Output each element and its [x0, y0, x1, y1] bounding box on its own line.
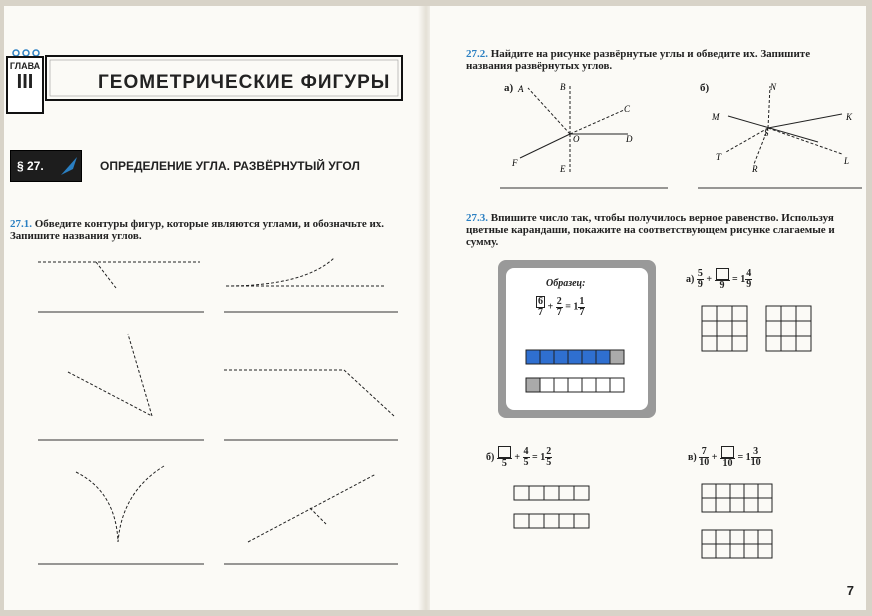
sample-cell — [582, 378, 596, 392]
c-d2: 10 — [722, 458, 733, 469]
point-label: A — [518, 84, 524, 94]
chapter-label: ГЛАВА — [9, 61, 41, 71]
task-27-1 — [10, 218, 400, 242]
answer-line-a — [500, 186, 670, 190]
grids-a[interactable] — [700, 304, 850, 354]
sample-cell — [568, 378, 582, 392]
a-n1: 5 — [697, 268, 703, 279]
sample-cell — [554, 378, 568, 392]
sample-cell — [596, 378, 610, 392]
answer-box[interactable] — [721, 446, 734, 458]
sample-add-num: 2 — [556, 295, 562, 307]
sample-cell — [540, 378, 554, 392]
point-label: K — [846, 112, 853, 122]
label-b: б) — [486, 451, 495, 463]
b-d2: 5 — [523, 457, 529, 468]
sample-cell — [568, 350, 582, 364]
bars-b[interactable] — [512, 484, 602, 534]
task-text: Найдите на рисунке развёрнутые углы и обведите их. Запишите названия развёрнутых углов. — [466, 48, 811, 72]
b-rd: 5 — [546, 457, 552, 468]
diagram-b-label: б) — [700, 82, 710, 94]
sample-den: 7 — [538, 307, 543, 318]
sample-bar-filled — [526, 350, 624, 364]
section-number: § 27. — [17, 159, 44, 173]
c-rn: 3 — [751, 447, 761, 458]
b-whole: 1 — [540, 451, 546, 463]
dashed-figure-curve — [226, 258, 334, 286]
point-label: L — [844, 156, 850, 166]
task-number: 27.2. — [466, 48, 488, 60]
chapter-badge — [6, 56, 44, 114]
page-title: ГЕОМЕТРИЧЕСКИЕ ФИГУРЫ — [98, 72, 391, 93]
task-27-2 — [466, 48, 856, 72]
c-n1: 7 — [699, 447, 709, 458]
sample-res-den: 7 — [579, 306, 585, 318]
a-d2: 9 — [719, 280, 725, 291]
sample-cell — [526, 350, 540, 364]
figures-area — [4, 242, 422, 582]
point-label: M — [712, 112, 720, 122]
sample-whole: 1 — [573, 301, 579, 313]
sample-cell — [582, 350, 596, 364]
chapter-number: III — [16, 71, 34, 93]
dashed-figure-line — [248, 474, 376, 542]
dashed-figure-line — [68, 372, 152, 416]
equation-c: в) $\frac{7}{10}$ + 10 = 1 $\frac{3}{10}$ — [688, 446, 761, 469]
a-d1: 9 — [697, 279, 703, 290]
point-label: C — [624, 104, 631, 114]
c-d1: 10 — [699, 457, 710, 468]
sample-res-num: 1 — [579, 295, 585, 307]
task-27-3 — [466, 212, 856, 248]
point-label: E — [560, 164, 566, 174]
a-whole: 1 — [740, 273, 746, 285]
task-text: Обведите контуры фигур, которые являются углами, и обозначьте их. Запишите названия углов. — [10, 218, 385, 242]
point-label: S — [764, 128, 769, 138]
b-n2: 4 — [523, 446, 529, 457]
label-a: а) — [686, 273, 695, 285]
dashed-figure-curve — [76, 472, 118, 542]
dashed-figure-line — [310, 508, 326, 524]
point-label: O — [573, 134, 580, 144]
b-d1: 5 — [501, 458, 507, 469]
sample-cell — [540, 350, 554, 364]
sample-add-den: 7 — [556, 306, 562, 318]
sample-equation — [536, 296, 585, 318]
dashed-figure-line — [96, 262, 116, 288]
a-rn: 4 — [746, 268, 752, 279]
c-rd: 10 — [750, 457, 761, 468]
sample-panel — [498, 260, 656, 418]
sample-cell — [610, 350, 624, 364]
equation-b: б) 5 + $\frac{4}{5}$ = 1 $\frac{2}{5}$ — [486, 446, 552, 469]
sample-bars — [524, 348, 636, 398]
c-whole: 1 — [745, 451, 751, 463]
right-page — [430, 6, 866, 610]
plus-sign: + — [547, 301, 554, 313]
grids-c[interactable] — [700, 482, 780, 562]
pencil-icon — [59, 155, 79, 177]
sample-cell — [596, 350, 610, 364]
answer-box[interactable] — [716, 268, 729, 280]
dashed-figure-curve — [118, 466, 164, 542]
diagram-a — [506, 80, 676, 180]
dashed-figure-line — [344, 370, 394, 416]
answer-line-b — [698, 186, 864, 190]
a-rd: 9 — [746, 279, 752, 290]
dashed-figure-line — [128, 334, 152, 416]
section-badge — [10, 150, 82, 182]
diagram-a-label: а) — [504, 82, 514, 94]
page-number: 7 — [846, 583, 854, 598]
sample-cell — [526, 378, 540, 392]
section-title: ОПРЕДЕЛЕНИЕ УГЛА. РАЗВЁРНУТЫЙ УГОЛ — [100, 159, 360, 173]
equation-a: а) $\frac{5}{9}$ + 9 = 1 $\frac{4}{9}$ — [686, 268, 752, 291]
point-label: T — [716, 152, 722, 162]
point-label: N — [770, 82, 777, 92]
task-text: Впишите число так, чтобы получилось верное равенство. Используя цветные карандаши, покажите на соответствующем рисунке слагаемые и сумму. — [466, 212, 835, 248]
task-number: 27.1. — [10, 218, 32, 230]
equals-sign: = — [565, 301, 571, 313]
task-number: 27.3. — [466, 212, 488, 224]
left-page — [4, 6, 422, 610]
answer-box[interactable] — [498, 446, 511, 458]
point-label: B — [560, 82, 566, 92]
label-c: в) — [688, 451, 697, 463]
point-label: D — [626, 134, 633, 144]
point-label: F — [512, 158, 518, 168]
sample-cell — [610, 378, 624, 392]
sample-filled-number: 6 — [538, 296, 543, 307]
point-label: R — [752, 164, 758, 174]
sample-cell — [554, 350, 568, 364]
sample-title: Образец: — [546, 278, 586, 289]
diagram-b — [708, 80, 858, 180]
sample-bar-empty — [526, 378, 624, 392]
b-rn: 2 — [546, 446, 552, 457]
